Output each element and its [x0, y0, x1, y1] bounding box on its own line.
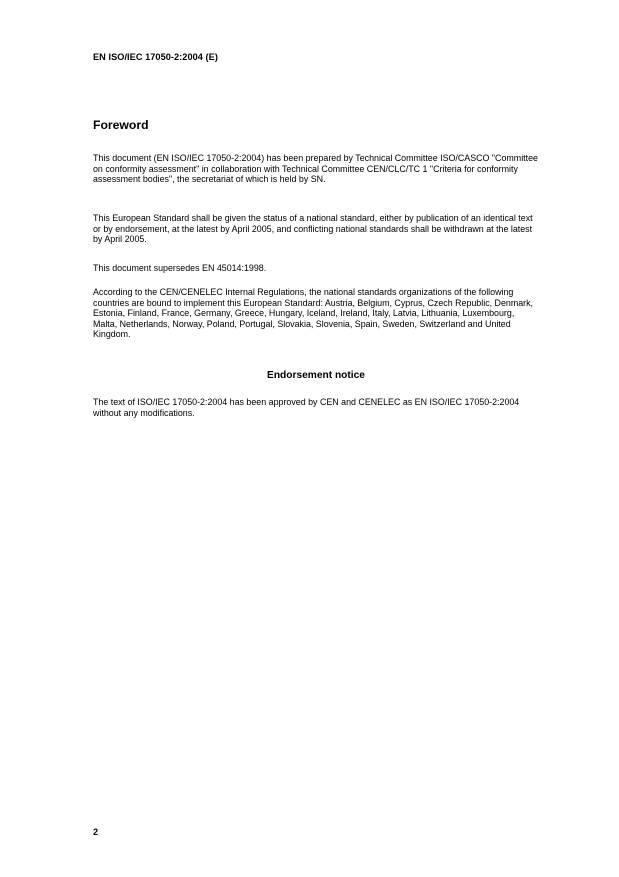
paragraph-text: According to the CEN/CENELEC Internal Regulations, the national standards organizations of the following countries are bound to implement this European Standard: Austria, Belgium, Cyprus, Czech Republic, Denmark, Estonia, Finland, France, Germany, Greece, Hungary, Iceland, Ireland, Italy, Latvia, Lithuania, Luxembourg, Malta, Netherlands, Norway, Poland, Portugal, Slovakia, Slovenia, Spain, Sweden, Switzerland and United Kingdom.: [93, 287, 534, 340]
paragraph-text: This document (EN ISO/IEC 17050-2:2004) has been prepared by Technical Committee ISO/CASCO "Committee on conformity assessment" in collaboration with Technical Committee CEN/CLC/TC 1 "Criteria for conformity assessment bodies", the secretariat of which is held by SN.: [93, 153, 538, 185]
document-header: EN ISO/IEC 17050-2:2004 (E): [93, 52, 218, 62]
paragraph-text: This document supersedes EN 45014:1998.: [93, 263, 267, 273]
page-number: 2: [93, 827, 99, 837]
foreword-paragraph-1: [93, 153, 539, 185]
foreword-paragraph-3: [93, 263, 539, 274]
paragraph-text: The text of ISO/IEC 17050-2:2004 has been approved by CEN and CENELEC as EN ISO/IEC 17050-2:2004 without any modifications.: [93, 397, 520, 418]
foreword-heading: Foreword: [93, 118, 149, 132]
endorsement-paragraph: [93, 397, 539, 418]
foreword-paragraph-2: [93, 213, 539, 245]
foreword-paragraph-4: [93, 287, 539, 340]
endorsement-heading: Endorsement notice: [267, 370, 365, 381]
paragraph-text: This European Standard shall be given the status of a national standard, either by publication of an identical text or by endorsement, at the latest by April 2005, and conflicting national standards shall be withdrawn at the latest by April 2005.: [93, 213, 533, 245]
